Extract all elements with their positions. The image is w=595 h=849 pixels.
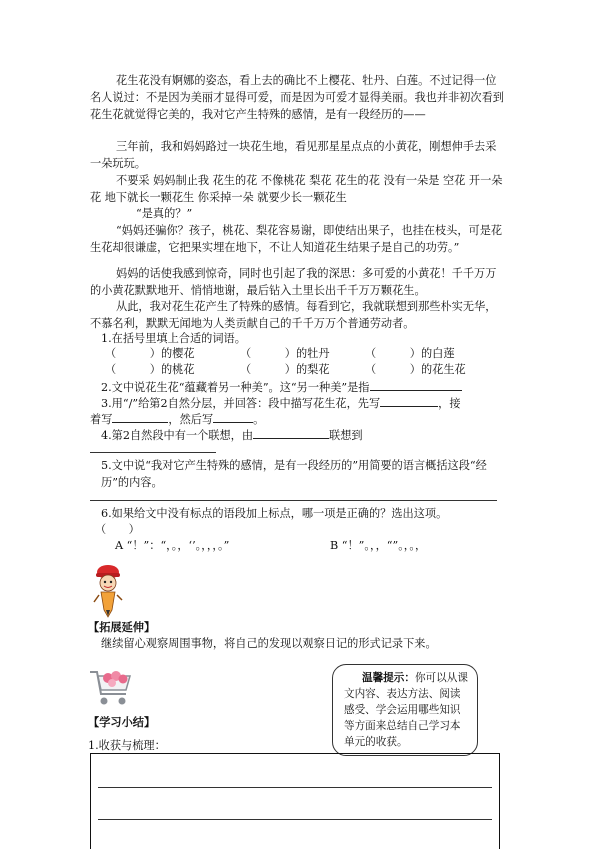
- blank-peach-blossom[interactable]: （ ）的桃花: [105, 363, 195, 376]
- mascot-pencil-icon: [90, 562, 126, 618]
- passage-paragraph-2: 三年前，我和妈妈路过一块花生地，看见那星星点点的小黄花，刚想伸手去采一朵玩玩。: [90, 140, 497, 170]
- writing-area[interactable]: [90, 753, 500, 849]
- tip-text: 你可以从课文内容、表达方法、阅读感受、学会运用哪些知识等方面来总结自己学习本单元的收获。: [344, 672, 468, 748]
- question-1-row-1: [100, 346, 500, 362]
- passage-paragraph-3: 不要采 妈妈制止我 花生的花 不像桃花 梨花 花生的花 没有一朵是 空花 开一朵花 地下就长一颗花生 你采掉一朵 就要少长一颗花生: [90, 174, 503, 204]
- question-3-text-c: 着写: [90, 413, 113, 426]
- answer-blank-q3-first[interactable]: [380, 395, 438, 407]
- question-6-paren[interactable]: （ ）: [95, 523, 140, 536]
- answer-blank-q3-next[interactable]: [112, 411, 168, 423]
- passage-paragraph-6: 妈妈的话使我感到惊奇，同时也引起了我的深思：多可爱的小黄花！千千万万的小黄花默默地开、悄悄地谢，最后钻入土里长出千千万万颗花生。: [90, 267, 497, 297]
- question-2: [101, 379, 516, 396]
- question-3-text-e: 。: [253, 413, 265, 426]
- question-3-text-d: ，然后写: [168, 413, 214, 426]
- answer-blank-q2[interactable]: [370, 379, 462, 391]
- option-a[interactable]: A “！”：“，。，‘’。，，，。”: [115, 539, 230, 552]
- question-6: 6.如果给文中没有标点的语段加上标点，哪一项是正确的？选出这项。: [101, 507, 448, 520]
- writing-line-1[interactable]: [98, 787, 492, 788]
- summary-item-1: 1.收获与梳理：: [88, 739, 166, 752]
- question-5: 5.文中说“我对它产生特殊的感情，是有一段经历的”用简要的语言概括这段“经历”的内容。: [101, 459, 487, 489]
- question-4: [101, 427, 516, 444]
- writing-line-2[interactable]: [98, 819, 492, 820]
- question-2-text: 2.文中说花生花“蕴藏着另一种美”。这“另一种美”是指: [101, 381, 370, 394]
- answer-blank-q3-then[interactable]: [213, 411, 253, 423]
- summary-title: 【学习小结】: [88, 715, 156, 729]
- question-4-text-a: 4.第2自然段中有一个联想，由: [101, 429, 254, 442]
- answer-line-q5[interactable]: [90, 500, 497, 501]
- question-1-row-2: [100, 362, 500, 378]
- option-b[interactable]: B “！”。，，“”。，。，: [330, 539, 427, 552]
- passage-paragraph-1: 花生花没有婀娜的姿态，看上去的确比不上樱花、牡丹、白莲。不过记得一位名人说过：不是因为美丽才显得可爱，而是因为可爱才显得美丽。我也并非初次看到花生花就觉得它美的，我对它产生特殊的感情，是有一段经历的——: [90, 74, 504, 121]
- passage-paragraph-7: 从此，我对花生花产生了特殊的感情。每看到它，我就联想到那些朴实无华，不慕名利，默默无闻地为人类贡献自己的千千万万个普通劳动者。: [90, 300, 497, 330]
- blank-peony[interactable]: （ ）的牡丹: [240, 347, 330, 360]
- question-4-text-b: 联想到: [329, 429, 363, 442]
- question-3-text-b: ，接: [438, 397, 461, 410]
- answer-blank-q4-from[interactable]: [253, 427, 329, 439]
- blank-pear-blossom[interactable]: （ ）的梨花: [240, 363, 330, 376]
- question-3-text-a: 3.用“/”给第2自然分层，并回答：段中描写花生花，先写: [101, 397, 381, 410]
- blank-white-lotus[interactable]: （ ）的白莲: [365, 347, 455, 360]
- tip-content: [344, 670, 470, 750]
- blank-peanut-flower[interactable]: （ ）的花生花: [365, 363, 466, 376]
- passage-paragraph-5: “妈妈还骗你？孩子，桃花、梨花容易谢，即使结出果子，也挂在枝头，可是花生花却很谦虚，它把果实埋在地下，不让人知道花生结果子是自己的功劳。”: [90, 224, 503, 254]
- shopping-cart-icon: [88, 668, 134, 708]
- answer-line-q4[interactable]: [90, 452, 216, 453]
- blank-cherry-blossom[interactable]: （ ）的樱花: [105, 347, 195, 360]
- question-3-line-1: [101, 395, 516, 412]
- extend-text: 继续留心观察周围事物，将自己的发现以观察日记的形式记录下来。: [101, 637, 437, 650]
- question-1: 1.在括号里填上合适的词语。: [101, 332, 246, 345]
- question-3-line-2: [90, 411, 505, 428]
- extend-title: 【拓展延伸】: [88, 620, 156, 634]
- tip-label: 温馨提示：: [362, 672, 415, 684]
- passage-paragraph-4: “是真的？”: [136, 207, 193, 220]
